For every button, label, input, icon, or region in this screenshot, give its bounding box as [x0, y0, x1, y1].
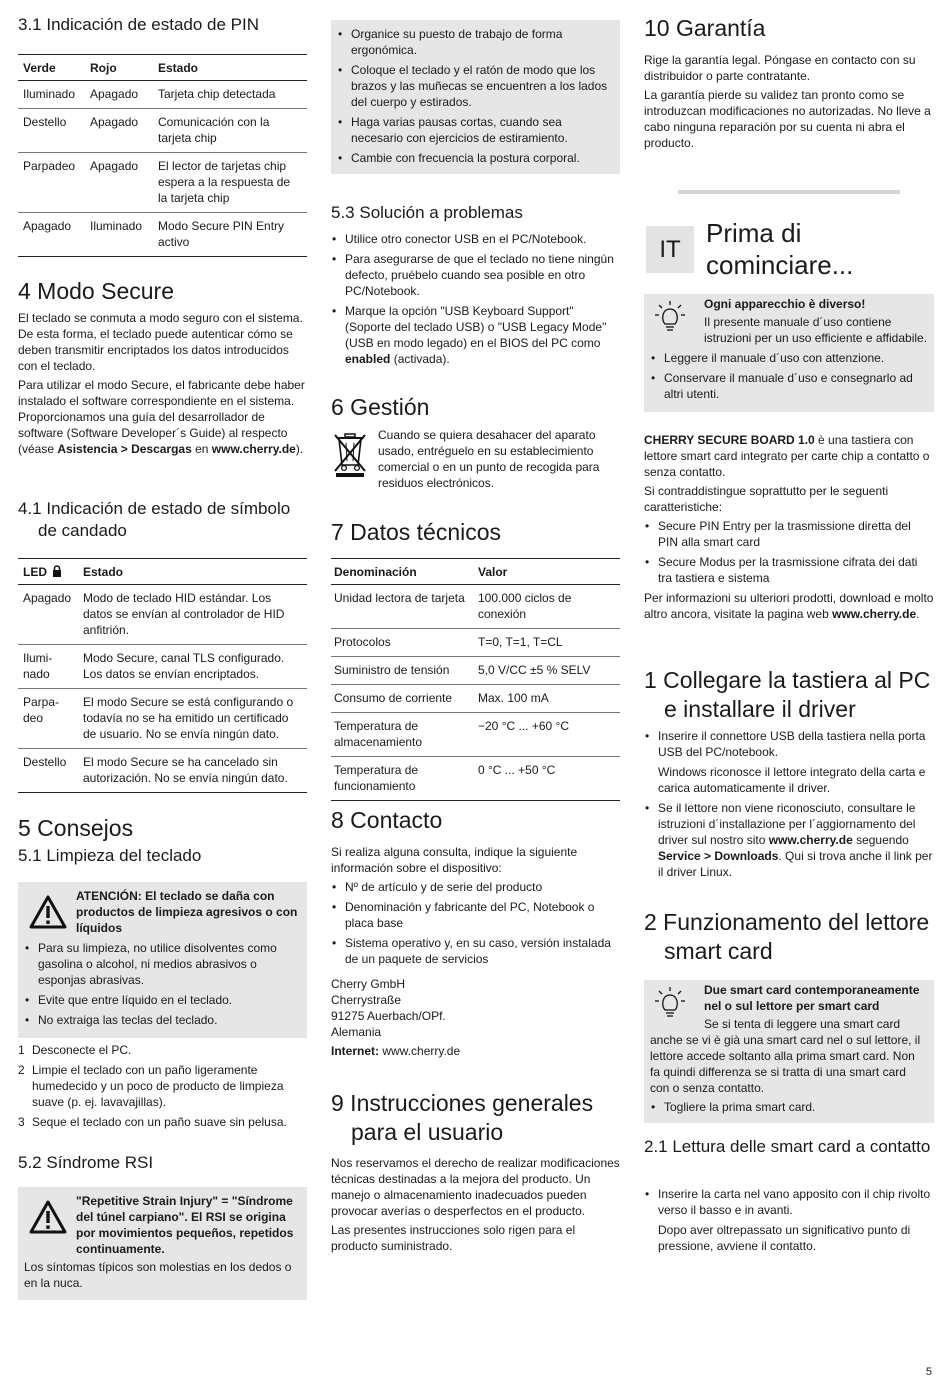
it-section-2-1-title: 2.1 Lettura delle smart card a contatto — [644, 1137, 931, 1156]
cell: Parpa- deo — [18, 689, 78, 749]
table-row — [331, 657, 620, 685]
list-item: • Haga varias pausas cortas, cuando sea necesario con ejercicios de estiramiento. — [337, 114, 614, 146]
section-6-body — [331, 427, 620, 494]
paragraph: El teclado se conmuta a modo seguro con el sistema. De esta forma, el teclado puede autenticar cómo se deben transmitir encriptados los datos introducidos con el teclado. — [18, 311, 303, 373]
it-section-2-title: 2 Funzionamento del lettore smart card — [644, 909, 930, 964]
section-4-1-title: 4.1 Indicación de estado de símbolo de candado — [18, 499, 291, 540]
paragraph: Si contraddistingue soprattutto per le seguenti caratteristiche: — [644, 484, 889, 514]
tip-title: Ogni apparecchio è diverso! — [704, 297, 866, 311]
table-row — [331, 713, 620, 757]
cell: Temperatura de funcionamiento — [331, 757, 473, 801]
list-item: • Cambie con frecuencia la postura corporal. — [337, 150, 614, 166]
header-estado: Estado — [78, 559, 307, 585]
list-item: • Conservare il manuale d´uso e consegnarlo ad altri utenti. — [650, 370, 928, 402]
cleaning-warning-box — [18, 882, 307, 1038]
table-row — [331, 685, 620, 713]
pin-status-table — [18, 54, 307, 257]
divider — [678, 190, 900, 194]
cell: Apagado — [85, 153, 153, 213]
list-item: • Togliere la prima smart card. — [650, 1099, 928, 1115]
section-5-2-title: 5.2 Síndrome RSI — [18, 1153, 154, 1172]
cell: Apagado — [18, 213, 85, 257]
cell: El modo Secure se ha cancelado sin autorización. No se envía ningún dato. — [78, 749, 307, 793]
cell: Apagado — [18, 585, 78, 645]
table-header-row — [331, 559, 620, 585]
it-title: Prima di cominciare... — [706, 218, 854, 280]
cell: 100.000 ciclos de conexión — [473, 585, 620, 629]
warning-triangle-icon — [28, 894, 68, 930]
warning — [24, 888, 301, 936]
ergonomics-box — [331, 20, 620, 174]
warning-triangle-icon — [28, 1199, 68, 1235]
list-item: • No extraiga las teclas del teclado. — [24, 1012, 301, 1028]
paragraph: Per informazioni su ulteriori prodotti, download e molto altro ancora, visitate la pagina web www.cherry.de. — [644, 591, 934, 621]
contact-bullets — [331, 879, 620, 967]
tip-title-wrap — [650, 982, 928, 1014]
it-smartcard-tip-box — [644, 980, 934, 1123]
section-8-body — [331, 844, 620, 1062]
section-9-title: 9 Instrucciones generales para el usuario — [331, 1090, 594, 1145]
table-row — [18, 213, 307, 257]
list-item: • Para asegurarse de que el teclado no tiene ningún defecto, pruébelo cuando sea posible en otro PC/Notebook. — [331, 251, 620, 299]
warning-title: "Repetitive Strain Injury" = "Síndrome del túnel carpiano". El RSI se origina por movimientos pequeños, repetidos continuamente. — [76, 1194, 294, 1256]
list-item: • Sistema operativo y, en su caso, versión instalada de un paquete de servicios — [331, 935, 620, 967]
cell: Modo de teclado HID estándar. Los datos se envían al controlador de HID anfitrión. — [78, 585, 307, 645]
note: Dopo aver oltrepassato un significativo punto di pressione, avviene il contatto. — [658, 1223, 911, 1253]
paragraph: Nos reservamos el derecho de realizar modificaciones técnicas destinadas a la mejora del producto. Un manejo o almacenamiento inadecuados pueden provocar averías o desperfectos en el producto. — [331, 1156, 620, 1218]
paragraph: Il presente manuale d´uso contiene istruzioni per un uso efficiente e affidabile. — [704, 315, 928, 345]
warning-title: ATENCIÓN: El teclado se daña con productos de limpieza agresivos o con líquidos — [76, 889, 298, 935]
page-number: 5 — [925, 1366, 932, 1378]
weee-bin-icon — [332, 431, 368, 477]
it-intro — [644, 432, 934, 625]
feature-bullets — [644, 518, 934, 586]
table-header-row — [18, 559, 307, 585]
header-led: LED — [18, 559, 78, 585]
it-tip-box — [644, 294, 934, 412]
table-row — [18, 749, 307, 793]
rsi-warning-box — [18, 1187, 307, 1300]
list-item: • Denominación y fabricante del PC, Notebook o placa base — [331, 899, 620, 931]
list-item: • Leggere il manuale d´uso con attenzione. — [650, 350, 928, 366]
list-item: 1 Desconecte el PC. — [18, 1043, 132, 1057]
cell: Suministro de tensión — [331, 657, 473, 685]
table-row — [18, 689, 307, 749]
section-8-title: 8 Contacto — [331, 807, 443, 833]
cell: Consumo de corriente — [331, 685, 473, 713]
cherry-link[interactable]: www.cherry.de — [832, 607, 917, 621]
header-valor: Valor — [473, 559, 620, 585]
warning — [24, 1193, 301, 1257]
cell: Iluminado — [85, 213, 153, 257]
cell: Modo Secure, canal TLS configurado. Los datos se envían encriptados. — [78, 645, 307, 689]
lightbulb-icon — [654, 300, 686, 334]
paragraph: La garantía pierde su validez tan pronto como se introduzcan modificaciones no autorizadas. No lleve a cabo ninguna reparación por su cuenta ni abra el producto. — [644, 88, 931, 150]
list-item: • Para su limpieza, no utilice disolventes como gasolina o alcohol, ni medios abrasivos o esponjas abrasivas. — [24, 940, 301, 988]
section-10-title: 10 Garantía — [644, 15, 766, 41]
list-item: • Se il lettore non viene riconosciuto, consultare le istruzioni d´installazione per l´aggiornamento del driver sul nostro sito www.cherry.de seguendo Service > Downloads. Qui si trova anche il link per il driver Linux. — [644, 800, 934, 880]
list-item: • Secure Modus per la trasmissione cifrata dei dati tra tastiera e sistema — [644, 554, 934, 586]
list-item: • Inserire la carta nel vano apposito con il chip rivolto verso il basso e in avanti. Dopo aver oltrepassato un significativo punto di pressione, avviene il contatto. — [644, 1186, 934, 1254]
section-3-1-title: 3.1 Indicación de estado de PIN — [18, 15, 259, 34]
cell: Iluminado — [18, 81, 85, 109]
section-4-title: 4 Modo Secure — [18, 278, 174, 304]
cherry-link[interactable]: www.cherry.de — [211, 442, 296, 456]
list-item: 2 Limpie el teclado con un paño ligeramente humedecido y un poco de producto de limpieza suave (p. ej. lavavajillas). — [18, 1063, 284, 1109]
internet-line: Internet: www.cherry.de — [331, 1044, 461, 1058]
paragraph: Los síntomas típicos son molestias en los dedos o en la nuca. — [24, 1260, 292, 1290]
cell: Modo Secure PIN Entry activo — [153, 213, 307, 257]
paragraph: Si realiza alguna consulta, indique la siguiente información sobre el dispositivo: — [331, 845, 578, 875]
cell: Destello — [18, 109, 85, 153]
tip-bullets — [650, 1099, 928, 1115]
table-row — [331, 629, 620, 657]
section-5-3-title: 5.3 Solución a problemas — [331, 203, 523, 222]
tip-text — [650, 296, 928, 346]
lock-status-table — [18, 558, 307, 793]
cell: El modo Secure se está configurando o todavía no se ha emitido un certificado de usuario. No se envía ningún dato. — [78, 689, 307, 749]
cell: Unidad lectora de tarjeta — [331, 585, 473, 629]
table-row — [18, 109, 307, 153]
cell: Ilumi- nado — [18, 645, 78, 689]
it-section-2-1-bullets — [644, 1186, 934, 1258]
list-item: • Coloque el teclado y el ratón de modo que los brazos y las muñecas se encuentren a los lados del cuerpo y estirados. — [337, 62, 614, 110]
cell: El lector de tarjetas chip espera a la respuesta de la tarjeta chip — [153, 153, 307, 213]
cherry-link[interactable]: www.cherry.de — [768, 833, 853, 847]
tip-title: Due smart card contemporaneamente nel o sul lettore per smart card — [704, 983, 920, 1013]
cell: Apagado — [85, 81, 153, 109]
section-6-title: 6 Gestión — [331, 394, 430, 420]
table-row — [331, 585, 620, 629]
cherry-link[interactable]: www.cherry.de — [382, 1044, 461, 1058]
table-row — [18, 153, 307, 213]
section-10-body — [644, 52, 934, 154]
section-5-1-title: 5.1 Limpieza del teclado — [18, 846, 202, 865]
cell: Comunicación con la tarjeta chip — [153, 109, 307, 153]
table-row — [18, 645, 307, 689]
cleaning-bullets — [24, 940, 301, 1028]
section-7-title: 7 Datos técnicos — [331, 519, 502, 545]
paragraph: Rige la garantía legal. Póngase en contacto con su distribuidor o parte contratante. — [644, 53, 916, 83]
it-section-1-bullets — [644, 728, 934, 884]
header-denominacion: Denominación — [331, 559, 473, 585]
tech-data-table — [331, 558, 620, 801]
cell: Protocolos — [331, 629, 473, 657]
cell: Temperatura de almacenamiento — [331, 713, 473, 757]
table-header-row — [18, 55, 307, 81]
list-item: • Marque la opción "USB Keyboard Support" (Soporte del teclado USB) o "USB Legacy Mode" (USB en modo legado) en el BIOS del PC como enabled (activada). — [331, 303, 620, 367]
section-5-title: 5 Consejos — [18, 815, 134, 841]
cell: 0 °C ... +50 °C — [473, 757, 620, 801]
header-verde: Verde — [18, 55, 85, 81]
lightbulb-icon — [654, 986, 686, 1020]
cell: Max. 100 mA — [473, 685, 620, 713]
disposal-text: Cuando se quiera desahacer del aparato usado, entréguelo en su establecimiento comercial o en un punto de recogida para residuos electrónicos. — [378, 428, 600, 490]
note: Windows riconosce il lettore integrato della carta e carica automaticamente il driver. — [658, 765, 926, 795]
list-item: • Inserire il connettore USB della tastiera nella porta USB del PC/notebook. Windows riconosce il lettore integrato della carta e carica automaticamente il driver. — [644, 728, 934, 796]
lock-icon — [52, 565, 62, 577]
section-4-body — [18, 310, 307, 460]
cell: Apagado — [85, 109, 153, 153]
section-9-body — [331, 1155, 620, 1257]
address: Cherry GmbH Cherrystraße 91275 Auerbach/OPf. Alemania — [331, 977, 446, 1039]
cleaning-steps — [18, 1042, 307, 1134]
list-item: 3 Seque el teclado con un paño suave sin pelusa. — [18, 1115, 287, 1129]
table-row — [18, 585, 307, 645]
cell: T=0, T=1, T=CL — [473, 629, 620, 657]
cell: Parpadeo — [18, 153, 85, 213]
table-row — [331, 757, 620, 801]
language-badge: IT — [646, 226, 694, 273]
cell: 5,0 V/CC ±5 % SELV — [473, 657, 620, 685]
paragraph: Se si tenta di leggere una smart card anche se vi è già una smart card nel o sul lettore, il lettore accede soltanto alla prima smart card. Non fa quindi differenza se si tratta di una smart card con o senza contatto. — [650, 1017, 921, 1095]
cell: Destello — [18, 749, 78, 793]
list-item: • Organice su puesto de trabajo de forma ergonómica. — [337, 26, 614, 58]
troubleshooting-bullets — [331, 231, 620, 371]
list-item: • Secure PIN Entry per la trasmissione diretta del PIN alla smart card — [644, 518, 934, 550]
it-section-1-title: 1 Collegare la tastiera al PC e installare il driver — [644, 667, 931, 722]
paragraph: CHERRY SECURE BOARD 1.0 è una tastiera con lettore smart card integrato per carte chip a contatto o senza contatto. — [644, 433, 930, 479]
header-estado: Estado — [153, 55, 307, 81]
list-item: • Evite que entre líquido en el teclado. — [24, 992, 301, 1008]
list-item: • Nº de artículo y de serie del producto — [331, 879, 620, 895]
ergonomics-bullets — [337, 26, 614, 166]
paragraph: Las presentes instrucciones solo rigen para el producto suministrado. — [331, 1223, 576, 1253]
cell: Tarjeta chip detectada — [153, 81, 307, 109]
tip-bullets — [650, 350, 928, 402]
list-item: • Utilice otro conector USB en el PC/Notebook. — [331, 231, 620, 247]
table-row — [18, 81, 307, 109]
header-rojo: Rojo — [85, 55, 153, 81]
paragraph: Para utilizar el modo Secure, el fabricante debe haber instalado el software correspondiente en el sistema. Proporcionamos una guía del desarrollador de software (Software Developer´s Guide) al respecto (véase Asistencia > Descargas en www.cherry.de). — [18, 378, 305, 456]
cell: −20 °C ... +60 °C — [473, 713, 620, 757]
